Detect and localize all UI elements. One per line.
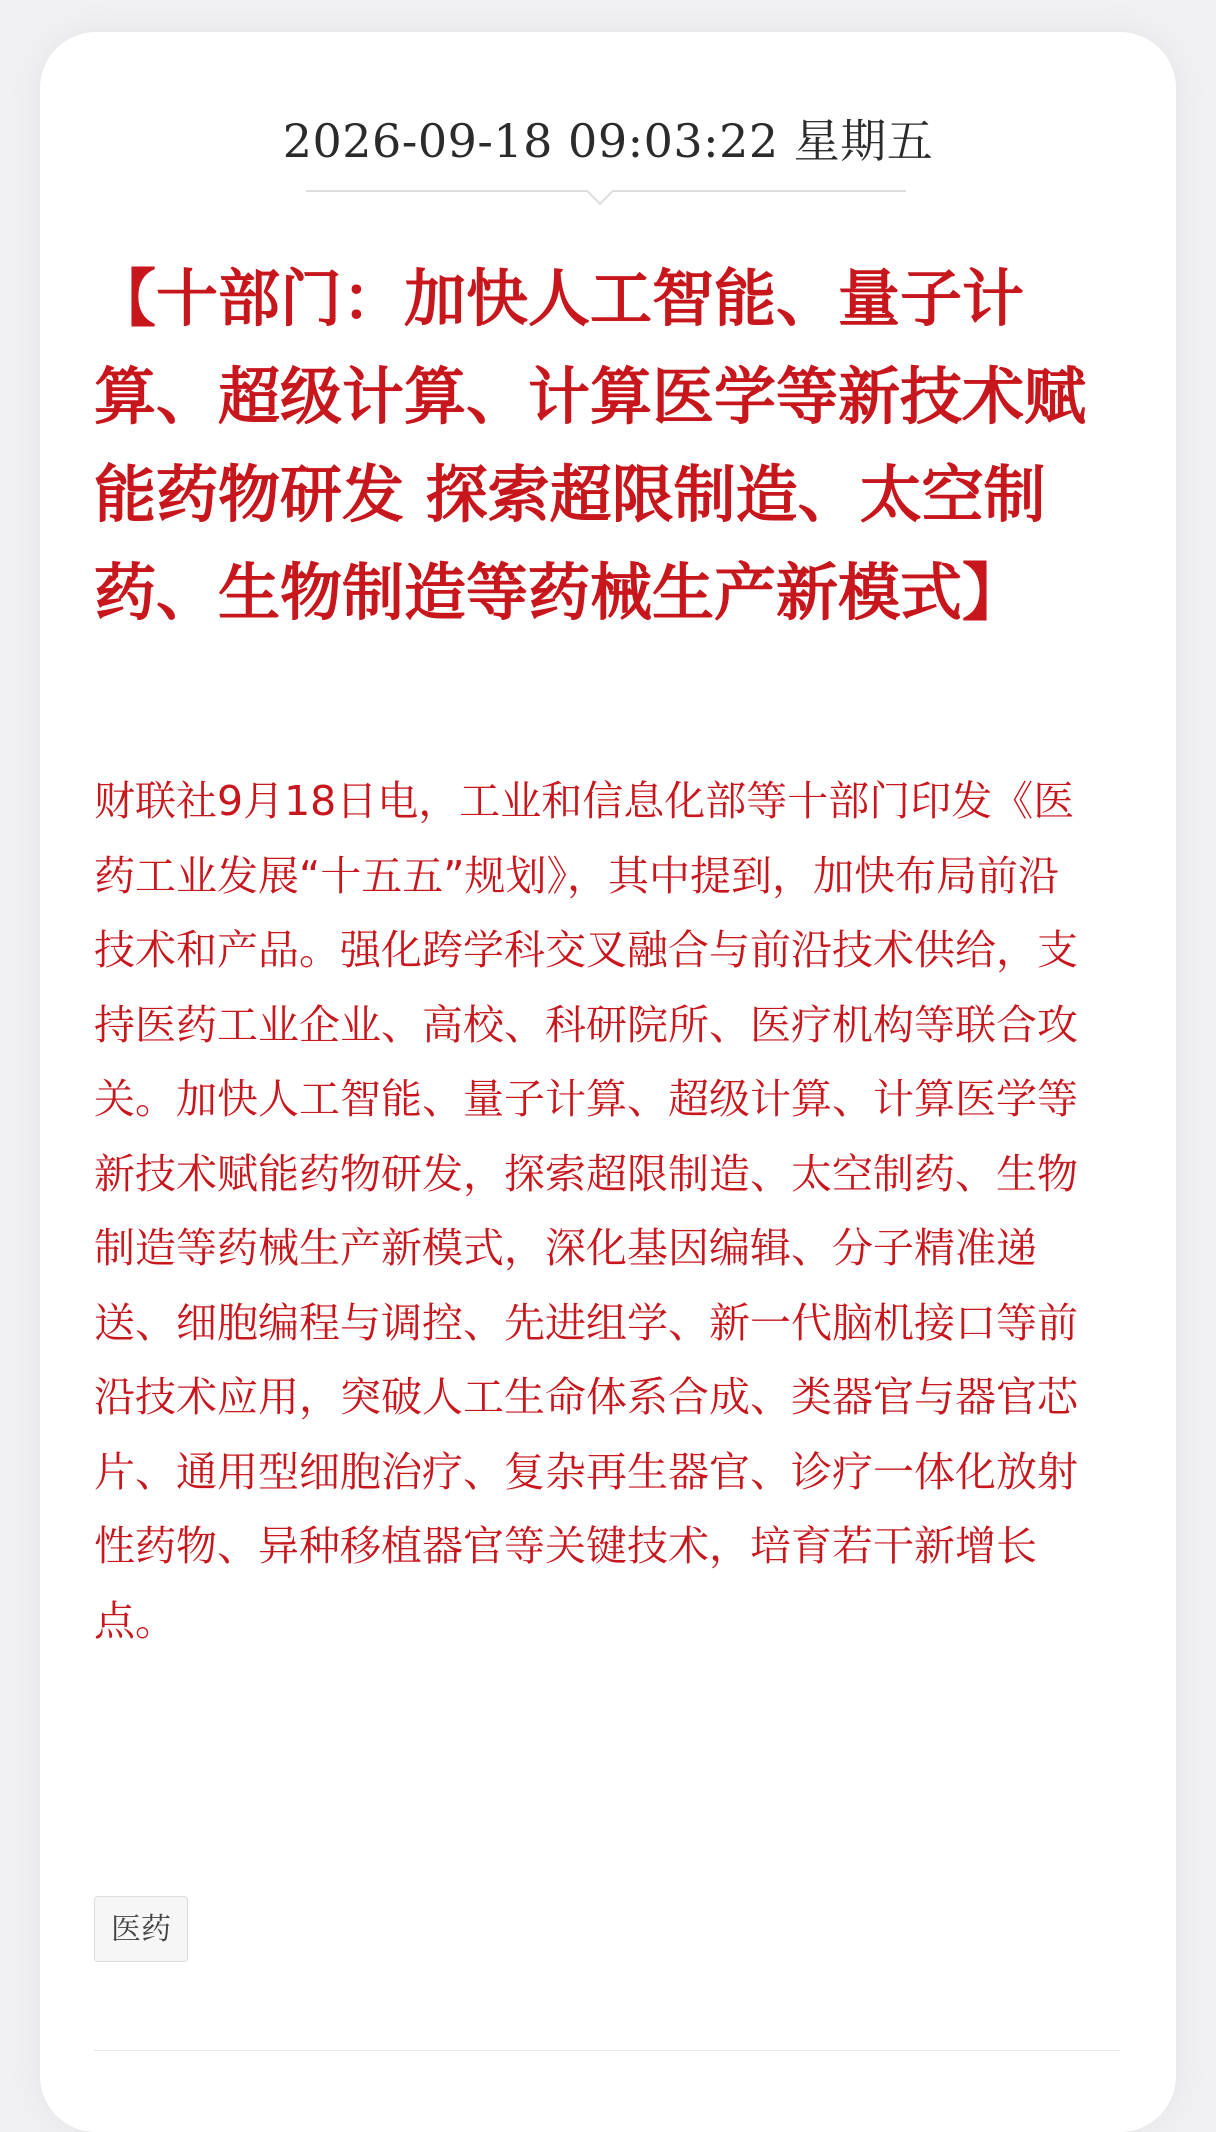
article-headline: 【十部门：加快人工智能、量子计算、超级计算、计算医学等新技术赋能药物研发 探索超限制造、太空制药、生物制造等药械生产新模式】 xyxy=(94,262,1087,629)
footer-divider xyxy=(94,2050,1120,2051)
tag-chip[interactable]: 医药 xyxy=(94,1896,188,1962)
article-body: 财联社9月18日电，工业和信息化部等十部门印发《医药工业发展“十五五”规划》，其中提到，加快布局前沿技术和产品。强化跨学科交叉融合与前沿技术供给，支持医药工业企业、高校、科研院所、医疗机构等联合攻关。加快人工智能、量子计算、超级计算、计算医学等新技术赋能药物研发，探索超限制造、太空制药、生物制造等药械生产新模式，深化基因编辑、分子精准递送、细胞编程与调控、先进组学、新一代脑机接口等前沿技术应用，突破人工生命体系合成、类器官与器官芯片、通用型细胞治疗、复杂再生器官、诊疗一体化放射性药物、异种移植器官等关键技术，培育若干新增长点。 xyxy=(94,777,1078,1645)
publish-datetime: 2026-09-18 09:03:22 星期五 xyxy=(282,114,934,168)
